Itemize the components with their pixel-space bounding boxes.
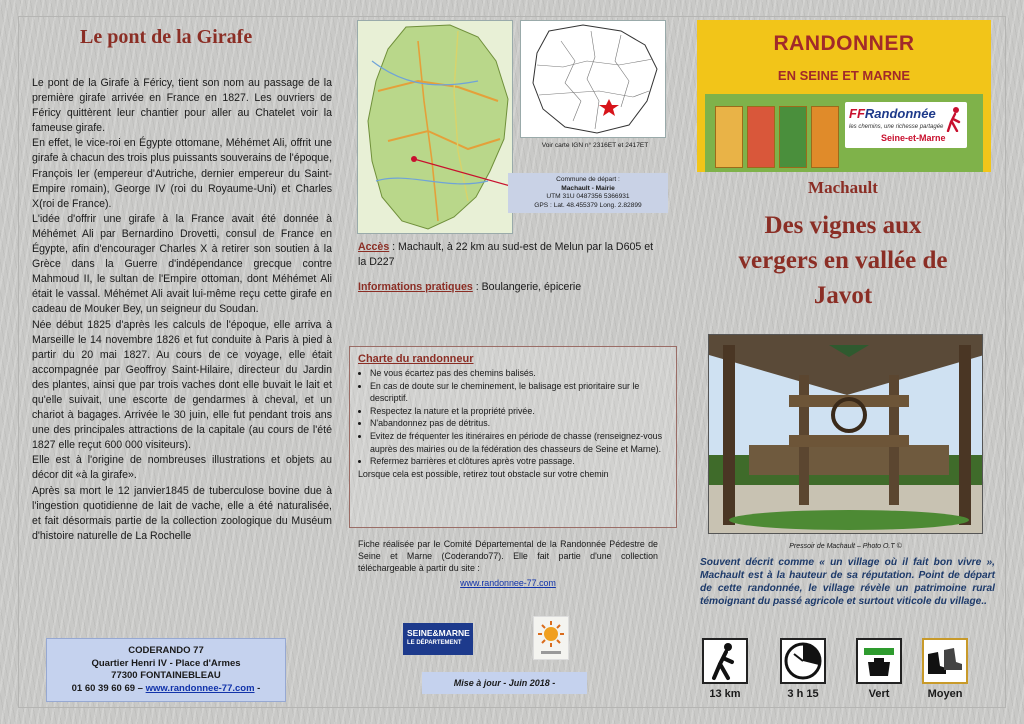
ffr-logo-department: Seine-et-Marne — [881, 133, 946, 143]
charter-item: • Ne vous écartez pas des chemins balisés. — [370, 367, 668, 380]
charter-item: • Respectez la nature et la propriété privée. — [370, 405, 668, 418]
hiking-boots-icon — [924, 640, 966, 682]
contact-line — [47, 683, 285, 696]
department-map-drawing — [358, 21, 513, 234]
paragraph: L'idée d'offrir une girafe à la France avait été donnée à Méhémet Ali par Bernardino Drovetti, consul de France en Égypte, afin d'encourager Charles X à retirer son soutien à la Grèce dans la Guerre d'indépendance grecque contre Mahmoud II, le sultan de l'Empire ottoman, dont Méhémet Ali était le vassal. Méhémet Ali avait lui-même reçu cette girafe en cadeau de Mouker Bey, un seigneur du Soudan. — [32, 212, 332, 316]
route-title — [700, 208, 986, 313]
access-info — [358, 240, 658, 270]
guide-book-image — [779, 106, 807, 168]
duration-tile — [780, 638, 826, 684]
route-title-line: vergers en vallée de — [738, 247, 948, 274]
duration-value: 3 h 15 — [787, 688, 819, 700]
paragraph: Elle est à l'origine de nombreuses illustrations et objets au décor dit «à la girafe». — [32, 454, 332, 482]
practical-info-text: : Boulangerie, épicerie — [472, 281, 582, 293]
difficulty-value: Moyen — [927, 688, 963, 700]
contact-address: Quartier Henri IV - Place d'Armes — [91, 657, 241, 669]
department-map — [357, 20, 513, 234]
charter-item: • Evitez de fréquenter les itinéraires en période de chasse (renseignez-vous auprès des mairies ou de la fédération des chasseurs de Seine et Marne). — [370, 430, 668, 455]
charter-item: • Refermez barrières et clôtures après votre passage. — [370, 455, 668, 468]
distance-value: 13 km — [709, 688, 741, 700]
difficulty-tile — [922, 638, 968, 684]
credits-text: Fiche réalisée par le Comité Départemental de la Randonnée Pédestre de Seine et Marne (Coderando77). Elle fait partie d'une collection téléchargeable à partir du site : — [358, 539, 658, 573]
paragraph: Le pont de la Girafe à Féricy, tient son nom au passage de la première girafe arrivée en France en 1827. Les ouvriers de Féricy quittèrent leur chantier pour aller au Chatelet voir la fameuse girafe. — [32, 77, 332, 135]
start-place: Machault - Mairie — [561, 184, 615, 192]
history-text — [32, 76, 332, 544]
charter-list — [358, 367, 668, 468]
start-point-box — [508, 173, 668, 213]
access-text: : Machault, à 22 km au sud-est de Melun par la D605 et la D227 — [358, 241, 654, 268]
department-logo — [403, 623, 473, 655]
marking-value: Vert — [868, 688, 890, 700]
photo-caption: Pressoir de Machault – Photo O.T © — [789, 543, 902, 550]
contact-phone: 01 60 39 60 69 – — [71, 682, 143, 694]
sun-logo-icon — [534, 617, 568, 659]
section-title: Le pont de la Girafe — [80, 26, 253, 48]
tourism-logo — [533, 616, 569, 660]
commune-name: Machault — [808, 178, 878, 197]
distance-tile — [702, 638, 748, 684]
clock-icon — [782, 640, 824, 682]
ign-map-caption: Voir carte IGN n° 2316ET et 2417ET — [541, 142, 649, 149]
contact-city: 77300 FONTAINEBLEAU — [111, 670, 221, 681]
ffr-logo-name — [849, 106, 936, 121]
wine-press-photo-image — [709, 335, 983, 534]
access-label: Accès — [358, 241, 390, 253]
charter-item: • N'abandonnez pas de détritus. — [370, 417, 668, 430]
start-gps: GPS : Lat. 48.455379 Long. 2.82899 — [534, 201, 642, 209]
route-intro: Souvent décrit comme « un village où il fait bon vivre », Machault est à la hauteur de sa réputation. Point de départ de cette randonnée, le village révèle un patrimoine rural témoignant du passé agricole et surtout viticole du village.. — [700, 557, 995, 607]
charter-item: • En cas de doute sur le cheminement, le balisage est prioritaire sur le descriptif. — [370, 380, 668, 405]
route-title-line: Javot — [813, 282, 873, 309]
paint-marking-icon — [858, 640, 900, 682]
france-map-drawing — [521, 21, 667, 139]
ffr-logo-randonnee: Randonnée — [864, 106, 936, 121]
hiker-charter-box — [349, 346, 677, 528]
practical-info — [358, 281, 658, 293]
banner-subtitle: EN SEINE ET MARNE — [777, 68, 911, 83]
walker-icon — [704, 640, 746, 682]
ffr-logo-tagline: les chemins, une richesse partagée — [849, 124, 944, 130]
charter-final-note: Lorsque cela est possible, retirez tout obstacle sur votre chemin — [358, 468, 609, 479]
banner-title: RANDONNER — [773, 32, 915, 55]
route-title-line: Des vignes aux — [764, 212, 922, 239]
start-title: Commune de départ : — [556, 176, 620, 183]
contact-website-link[interactable]: www.randonnee-77.com — [145, 682, 255, 694]
ffrandonnee-logo — [845, 102, 967, 148]
contact-org: CODERANDO 77 — [128, 645, 204, 656]
collection-banner — [697, 20, 991, 172]
marking-tile — [856, 638, 902, 684]
charter-title: Charte du randonneur — [358, 353, 474, 365]
guide-book-image — [715, 106, 743, 168]
ffr-logo-ff: FF — [849, 106, 865, 121]
wine-press-photo — [708, 334, 983, 534]
france-map — [520, 20, 666, 138]
department-logo-name: SEINE&MARNE — [407, 628, 470, 638]
contact-box — [46, 638, 286, 702]
website-link[interactable]: www.randonnee-77.com — [460, 578, 556, 588]
department-logo-sub: LE DÉPARTEMENT — [407, 640, 462, 646]
start-utm: UTM 31U 0487356 5366931 — [546, 193, 630, 200]
update-date: Mise à jour - Juin 2018 - — [422, 672, 587, 694]
paragraph: En effet, le vice-roi en Égypte ottomane, Méhémet Ali, offrit une girafe à chacun des trois plus puissants souverains de l'époque, François Ier (empereur d'Autriche, dernier empereur du Saint-Empire romain), George IV (roi du Royaume-Uni) et Charles X(roi de France). — [32, 137, 333, 210]
practical-info-label: Informations pratiques — [358, 281, 473, 293]
paragraph: Née début 1825 d'après les calculs de l'époque, elle arriva à Marseille le 14 novembre 1826 et fut conduite à Paris à pied à partir du 20 mai 1827. Au cours de ce voyage, elle était accompagnée par Geoffroy Saint-Hilaire, directeur du Jardin des plantes, ainsi que par trois vaches dont elle buvait le lait et qu'elle suivait, une escorte de gendarmes à cheval, et un chariot à bagages. Arrivée le 30 juin, elle fut pendant trois ans une des principales attractions de la capitale (au cours de l'été 1827 elle reçut 600 000 visiteurs). — [32, 318, 332, 452]
guide-book-image — [811, 106, 839, 168]
hiker-figure-icon — [945, 106, 963, 132]
paragraph: Après sa mort le 12 janvier1845 de tuberculose bovine due à l'ingestion quotidienne de lait de vache, elle a été naturalisée, et fait désormais partie de la collection zoologique du Muséum d'histoire naturelle de La Rochelle — [32, 484, 332, 542]
contact-tail: - — [257, 682, 261, 694]
guide-book-image — [747, 106, 775, 168]
